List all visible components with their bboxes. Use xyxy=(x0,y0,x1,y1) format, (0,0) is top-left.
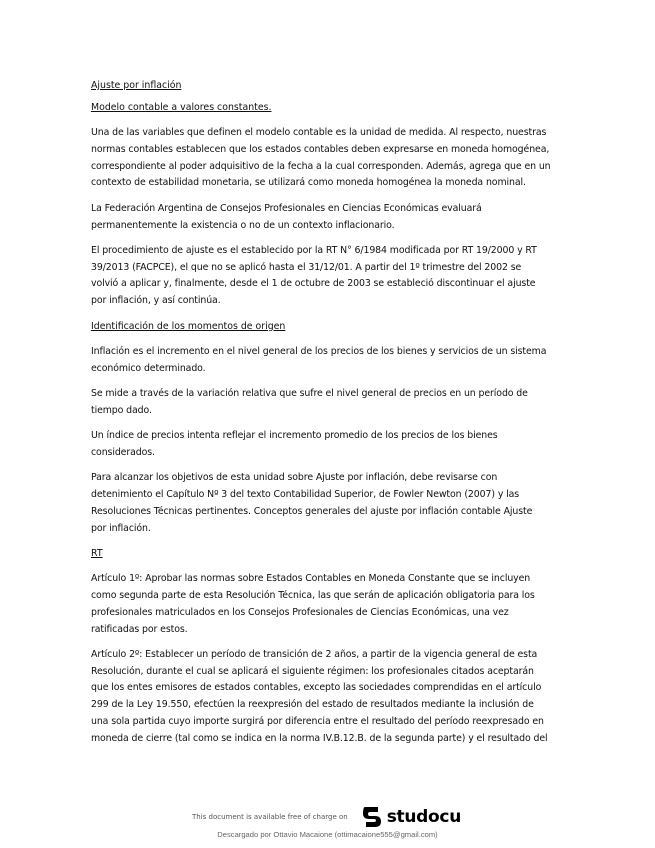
paragraph-line: 39/2013 (FACPCE), el que no se aplicó hasta el 31/12/01. A partir del 1º trimestre del 2002 se xyxy=(91,261,522,273)
paragraph-line: Un índice de precios intenta reflejar el incremento promedio de los precios de los bienes xyxy=(91,430,498,442)
paragraph-line: volvió a aplicar y, finalmente, desde el 1 de octubre de 2003 se estableció discontinuar el ajuste xyxy=(91,278,536,290)
paragraph-line: Se mide a través de la variación relativa que sufre el nivel general de precios en un período de xyxy=(91,387,528,399)
paragraph-line: 299 de la Ley 19.550, efectúen la reexpresión del estado de resultados mediante la inclusión de xyxy=(91,699,534,711)
paragraph-line: una sola partida cuyo importe surgirá por diferencia entre el resultado del período reexpresado en xyxy=(91,716,544,727)
paragraph-line: Resoluciones Técnicas pertinentes. Conceptos generales del ajuste por inflación contable Ajuste xyxy=(91,505,533,517)
paragraph xyxy=(91,470,569,537)
paragraph xyxy=(91,344,569,378)
paragraph-line: por inflación, y así continúa. xyxy=(91,295,221,307)
section-heading-momentos-origen: Identificación de los momentos de origen xyxy=(91,320,286,332)
paragraph xyxy=(91,386,569,420)
paragraph xyxy=(91,243,569,310)
section-heading-rt: RT xyxy=(91,547,103,559)
paragraph-line: La Federación Argentina de Consejos Profesionales en Ciencias Económicas evaluará xyxy=(91,202,482,214)
paragraph-line: ratificadas por estos. xyxy=(91,623,188,635)
paragraph-line: considerados. xyxy=(91,446,155,458)
download-note: Descargado por Ottavio Macaione (ottimacaione555@gmail.com) xyxy=(217,830,438,839)
paragraph xyxy=(91,428,569,462)
paragraph-line: permanentemente la existencia o no de un contexto inflacionario. xyxy=(91,219,395,231)
paragraph-line: profesionales matriculados en los Consejos Profesionales de Ciencias Económicas, una vez xyxy=(91,606,509,618)
studocu-brand-name: studocu xyxy=(386,807,462,827)
paragraph-line: normas contables establecen que los estados contables deben expresarse en moneda homogénea, xyxy=(91,143,550,155)
paragraph-line: Para alcanzar los objetivos de esta unidad sobre Ajuste por inflación, debe revisarse con xyxy=(91,472,498,484)
paragraph-line: contexto de estabilidad monetaria, se utilizará como moneda homogénea la moneda nominal. xyxy=(91,177,526,189)
paragraph-line: Resolución, durante el cual se aplicará el siguiente régimen: los profesionales citados aceptarán xyxy=(91,665,534,677)
paragraph-line: El procedimiento de ajuste es el establecido por la RT N° 6/1984 modificada por RT 19/2000 y RT xyxy=(91,244,537,256)
document-title: Ajuste por inflación xyxy=(91,80,182,91)
paragraph-line: Artículo 1º: Aprobar las normas sobre Estados Contables en Moneda Constante que se incluyen xyxy=(91,573,531,585)
paragraph-line: tiempo dado. xyxy=(91,404,152,416)
paragraph-line: Inflación es el incremento en el nivel general de los precios de los bienes y servicios de un sistema xyxy=(91,345,547,357)
paragraph-line: Artículo 2º: Establecer un período de transición de 2 años, a partir de la vigencia general de esta xyxy=(91,648,538,660)
paragraph xyxy=(91,125,569,192)
studocu-footer xyxy=(192,805,461,829)
studocu-logo-icon xyxy=(360,805,384,829)
paragraph-line: moneda de cierre (tal como se indica en la norma IV.B.12.B. de la segunda parte) y el resultado del xyxy=(91,732,548,744)
paragraph-line: económico determinado. xyxy=(91,362,206,374)
document-subtitle: Modelo contable a valores constantes. xyxy=(91,101,272,113)
paragraph-line: Una de las variables que definen el modelo contable es la unidad de medida. Al respecto, nuestras xyxy=(91,127,547,139)
paragraph-line: por inflación. xyxy=(91,522,151,534)
paragraph xyxy=(91,647,569,748)
paragraph xyxy=(91,571,569,638)
section-momentos-origen xyxy=(91,344,569,537)
paragraph-line: correspondiente al poder adquisitivo de la fecha a la cual corresponden. Además, agrega que en un xyxy=(91,160,551,172)
paragraph-line: detenimiento el Capítulo Nº 3 del texto Contabilidad Superior, de Fowler Newton (2007) y las xyxy=(91,488,520,500)
studocu-logo[interactable] xyxy=(360,805,461,829)
paragraph xyxy=(91,201,569,235)
availability-note: This document is available free of charge on xyxy=(192,813,348,821)
paragraph-line: que los entes emisores de estados contables, excepto las sociedades comprendidas en el artículo xyxy=(91,682,542,694)
paragraph-line: como segunda parte de esta Resolución Técnica, las que serán de aplicación obligatoria para los xyxy=(91,589,535,601)
section-modelo-contable xyxy=(91,125,569,310)
section-rt xyxy=(91,571,569,747)
document-page xyxy=(91,78,569,756)
